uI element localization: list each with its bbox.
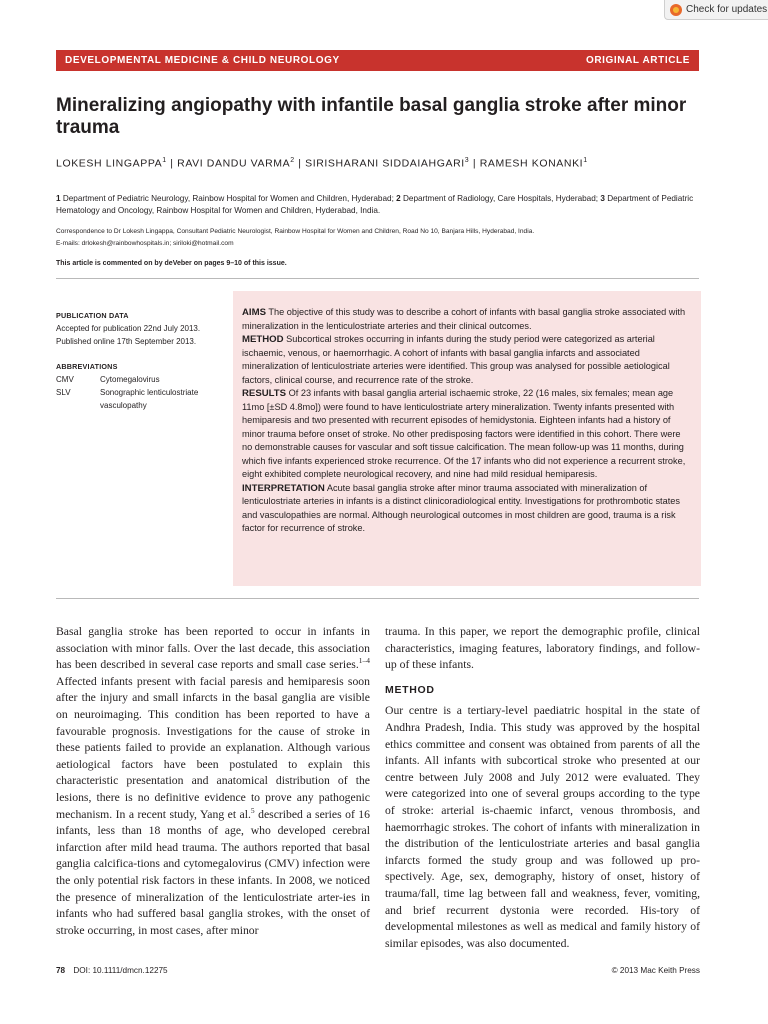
citation: 1–4 bbox=[358, 656, 370, 666]
author-name: SIRISHARANI SIDDAIAHGARI bbox=[305, 157, 465, 170]
journal-name: DEVELOPMENTAL MEDICINE & CHILD NEUROLOGY bbox=[65, 55, 340, 66]
affil-text: Department of Radiology, Care Hospitals, Hyderabad; bbox=[402, 194, 599, 203]
abstract-text: Subcortical strokes occurring in infants during the study period were categorized as arterial ischaemic, venous, or haemorrhagic. A cohort of infants with basal ganglia infarcts and associated mineralization of lenticulostriate arteries were identified. This group was analysed for possible aetiological factors, clinical course, and recurrence rate of the stroke. bbox=[242, 334, 670, 385]
affil-number: 2 bbox=[396, 194, 401, 203]
publication-sidebar bbox=[56, 310, 226, 413]
body-paragraph: trauma. In this paper, we report the demographic profile, clinical characteristics, imaging features, laboratory findings, and follow-up of these infants. bbox=[385, 625, 700, 672]
article-title: Mineralizing angiopathy with infantile basal ganglia stroke after minor trauma bbox=[56, 95, 687, 138]
abstract-heading: INTERPRETATION bbox=[242, 482, 325, 494]
author-name: RAMESH KONANKI bbox=[479, 157, 584, 170]
body-column-right bbox=[385, 624, 700, 952]
correspondence bbox=[56, 226, 706, 250]
check-updates-label: Check for updates bbox=[686, 4, 768, 15]
affil-number: 3 bbox=[600, 194, 605, 203]
author-separator: | bbox=[298, 157, 306, 170]
check-for-updates-button[interactable] bbox=[664, 0, 768, 20]
body-text: Basal ganglia stroke has been reported to occur in infants in association with minor falls. Over the last decade, this association has been described in several case reports and small case series. bbox=[56, 625, 370, 672]
author-name: LOKESH LINGAPPA bbox=[56, 157, 163, 170]
abstract-aims bbox=[242, 306, 693, 333]
abbreviation-key: CMV bbox=[56, 375, 74, 385]
journal-header-bar bbox=[56, 50, 699, 71]
commentary-note: This article is commented on by deVeber on pages 9–10 of this issue. bbox=[56, 260, 287, 267]
accepted-date: Accepted for publication 22nd July 2013. bbox=[56, 323, 201, 333]
correspondence-address: Correspondence to Dr Lokesh Lingappa, Consultant Pediatric Neurologist, Rainbow Hospital for Women and Children, Road No 10, Banjara Hills, Hyderabad, India. bbox=[56, 228, 535, 235]
affiliations bbox=[56, 193, 706, 217]
abbreviation-row bbox=[56, 374, 226, 387]
abstract-heading: RESULTS bbox=[242, 388, 287, 399]
page-number: 78 bbox=[56, 966, 66, 975]
body-paragraph: Our centre is a tertiary-level paediatric hospital in the state of Andhra Pradesh, India. This study was approved by the hospital ethics committee and consent was obtained from parents of all the infants. All infants with subcortical stroke who presented at our centre between July 2008 and July 2012 were evaluated. They were categorized into one of several groups according to the type of stroke: arterial is-chaemic infarct, venous thrombosis, and haemorrhagic strokes. The cohort of infants with mineralization in the distribution of the lenticulostriate arteries and basal ganglia infarcts formed the study group and was followed up pro-spectively. Age, sex, demography, history of onset, history of trauma/fall, time lag between fall and weakness, fever, vomiting, and brief recurrent dystonia were recorded. His-tory of developmental milestones as well as medical and family history of similar episodes, was also documented. bbox=[385, 704, 700, 950]
abstract-interpretation bbox=[242, 482, 693, 536]
author-affil-mark: 1 bbox=[583, 157, 588, 164]
affil-text: Department of Pediatric Neurology, Rainbow Hospital for Women and Children, Hyderabad; bbox=[62, 194, 394, 203]
abstract-text: The objective of this study was to describe a cohort of infants with basal ganglia stroke associated with mineralization in the lenticulostriate arteries and their clinical outcomes. bbox=[242, 307, 686, 331]
abstract-text: Of 23 infants with basal ganglia arterial ischaemic stroke, 22 (16 males, six females; mean age 11mo [±SD 4.8mo]) were found to have lenticulostriate artery mineralization. Twenty infants presented with hemiparesis and two presented with recurrent episodes of hemidystonia. Eighteen infants had a history of minor trauma before onset of stroke. No other predisposing factors were identified in this cohort. There were no demonstrable causes for vascular and soft tissue calcification. The mean follow-up was 11 months, during which five infants experienced stroke recurrence. Of the 17 infants who did not experience a recurrent stroke, eight exhibited complete neurological recovery, and nine had mild residual hemiparesis. bbox=[242, 388, 686, 479]
body-text: Affected infants present with facial paresis and hemiparesis soon after the injury and small infarcts in the basal ganglia are visible on neuroimaging. This condition has been reported to have a favourable prognosis. Investigations for the cause of stroke in these patients failed to provide an explanation. Although various aetiological factors have been postulated to explain this characteristic presentation and anatomical distribution of the lesions, there is no definitive evidence to prove any pathogenic mechanism. In a recent study, Yang et al. bbox=[56, 674, 370, 821]
body-text: described a series of 16 infants, less than 18 months of age, who developed cerebral infarction after mild head trauma. The authors reported that basal ganglia calcifica-tions and cytomegalovirus (CMV) infection were the only potential risk factors in these infants. In 2008, we noticed the presence of mineralization of the lenticulostriate arter-ies in infants who had suffered basal ganglia strokes, with the onset of stroke occurring, in most cases, after minor bbox=[56, 807, 370, 937]
abbreviation-value: Sonographic lenticulostriate vasculopathy bbox=[100, 387, 199, 410]
abbreviations-heading: ABBREVIATIONS bbox=[56, 362, 118, 372]
author-name: RAVI DANDU VARMA bbox=[177, 157, 291, 170]
correspondence-emails: E-mails: drlokesh@rainbowhospitals.in; siriloki@hotmail.com bbox=[56, 240, 234, 247]
author-affil-mark: 1 bbox=[162, 157, 167, 164]
copyright: © 2013 Mac Keith Press bbox=[611, 966, 700, 975]
abstract-box bbox=[233, 291, 701, 586]
body-paragraph bbox=[56, 624, 370, 939]
author-list bbox=[56, 157, 696, 170]
abstract-heading: METHOD bbox=[242, 334, 284, 345]
page-footer-left bbox=[56, 966, 168, 975]
publication-data-heading: PUBLICATION DATA bbox=[56, 311, 129, 320]
citation: 5 bbox=[250, 805, 255, 815]
author-separator: | bbox=[170, 157, 178, 170]
affil-number: 1 bbox=[56, 194, 61, 203]
abbreviation-key: SLV bbox=[56, 387, 71, 397]
divider bbox=[56, 598, 699, 599]
abbreviation-value: Cytomegalovirus bbox=[100, 375, 160, 385]
abstract-results bbox=[242, 387, 693, 482]
crossmark-icon bbox=[670, 4, 682, 16]
abstract-method bbox=[242, 333, 693, 387]
divider bbox=[56, 278, 699, 279]
abstract-heading: AIMS bbox=[242, 307, 266, 318]
doi: DOI: 10.1111/dmcn.12275 bbox=[73, 966, 168, 975]
article-type: ORIGINAL ARTICLE bbox=[585, 55, 690, 66]
author-affil-mark: 2 bbox=[290, 157, 295, 164]
published-date: Published online 17th September 2013. bbox=[56, 336, 197, 346]
author-separator: | bbox=[472, 157, 480, 170]
body-column-left bbox=[56, 624, 370, 939]
abstract-text: Acute basal ganglia stroke after minor trauma associated with mineralization of lenticulostriate arteries in infants is a distinct clinicoradiological entity. Investigations for prothrombotic states and vasculopathies are normal. Although neurological outcomes in most children are good, trauma is a risk factor for recurrence of stroke. bbox=[242, 482, 680, 533]
abbreviation-row bbox=[56, 387, 226, 413]
affil-text: Department of Pediatric Hematology and Oncology, Rainbow Hospital for Women and Children, Hyderabad, India. bbox=[56, 194, 694, 215]
author-affil-mark: 3 bbox=[464, 157, 470, 164]
section-heading-method: METHOD bbox=[385, 683, 435, 696]
